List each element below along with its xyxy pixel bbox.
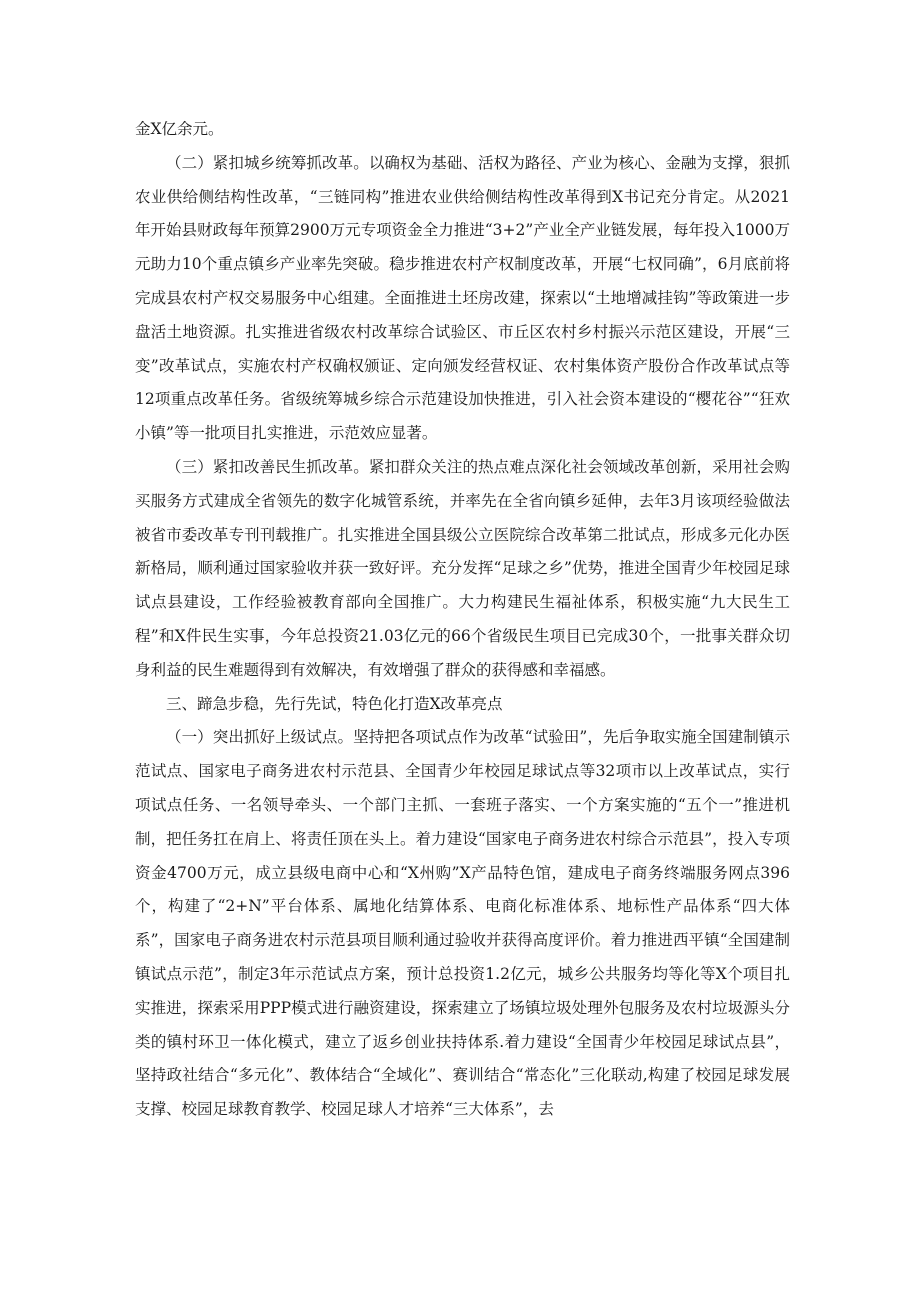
paragraph-urban-rural-reform: （二）紧扣城乡统筹抓改革。以确权为基础、活权为路径、产业为核心、金融为支撑，狠抓农业供给侧结构性改革，“三链同构”推进农业供给侧结构性改革得到X书记充分肯定。从2021年开始县财政每年预算2900万元专项资金全力推进“3+2”产业全产业链发展，每年投入1000万元助力10个重点镇乡产业率先突破。稳步推进农村产权制度改革，开展“七权同确”，6月底前将完成县农村产权交易服务中心组建。全面推进土坯房改建，探索以“土地增减挂钩”等政策进一步盘活土地资源。扎实推进省级农村改革综合试验区、市丘区农村乡村振兴示范区建设，开展“三变”改革试点，实施农村产权确权颁证、定向颁发经营权证、农村集体资产股份合作改革试点等12项重点改革任务。省级统筹城乡综合示范建设加快推进，引入社会资本建设的“樱花谷”“狂欢小镇”等一批项目扎实推进，示范效应显著。 [135,153,790,443]
paragraph-pilot-projects: （一）突出抓好上级试点。坚持把各项试点作为改革“试验田”，先后争取实施全国建制镇示范试点、国家电子商务进农村示范县、全国青少年校园足球试点等32项市以上改革试点，实行项试点任务、一名领导牵头、一个部门主抓、一套班子落实、一个方案实施的“五个一”推进机制，把任务扛在肩上、将责任顶在头上。着力建设“国家电子商务进农村综合示范县”，投入专项资金4700万元，成立县级电商中心和“X州购”X产品特色馆，建成电子商务终端服务网点396个，构建了“2+N”平台体系、属地化结算体系、电商化标准体系、地标性产品体系“四大体系”，国家电子商务进农村示范县项目顺利通过验收并获得高度评价。着力推进西平镇“全国建制镇试点示范”，制定3年示范试点方案，预计总投资1.2亿元，城乡公共服务均等化等X个项目扎实推进，探索采用PPP模式进行融资建设，探索建立了场镇垃圾处理外包服务及农村垃圾源头分类的镇村环卫一体化模式，建立了返乡创业扶持体系.着力建设“全国青少年校园足球试点县”，坚持政社结合“多元化”、教体结合“全域化”、赛训结合“常态化”三化联动,构建了校园足球发展支撑、校园足球教育教学、校园足球人才培养“三大体系”，去 [135,728,790,1119]
section-heading-three: 三、蹄急步稳，先行先试，特色化打造X改革亮点 [166,694,503,713]
paragraph-livelihood-reform: （三）紧扣改善民生抓改革。紧扣群众关注的热点难点深化社会领域改革创新，采用社会购买服务方式建成全省领先的数字化城管系统，并率先在全省向镇乡延伸，去年3月该项经验做法被省市委改革专刊刊载推广。扎实推进全国县级公立医院综合改革第二批试点，形成多元化办医新格局，顺利通过国家验收并获一致好评。充分发挥“足球之乡”优势，推进全国青少年校园足球试点县建设，工作经验被教育部向全国推广。大力构建民生福祉体系，积极实施“九大民生工程”和X件民生实事，今年总投资21.03亿元的66个省级民生项目已完成30个，一批事关群众切身利益的民生难题得到有效解决，有效增强了群众的获得感和幸福感。 [135,457,790,679]
document-body [135,113,790,1127]
paragraph-continuation: 金X亿余元。 [135,120,224,138]
